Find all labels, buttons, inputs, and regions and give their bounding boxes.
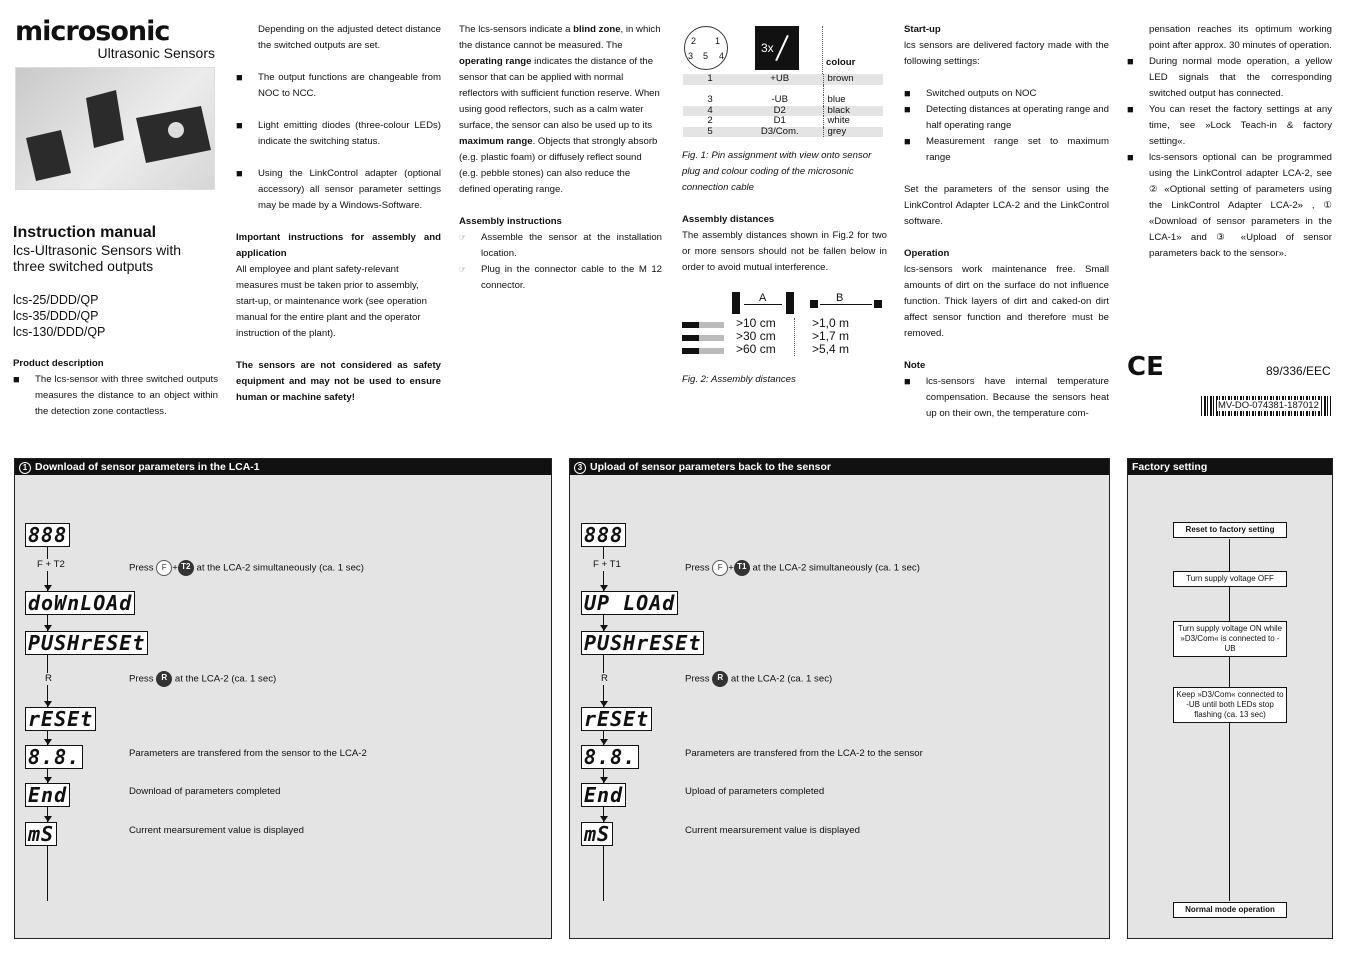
ce-mark-icon: CE xyxy=(1127,352,1164,382)
lcd-display: PUSHrESEt xyxy=(581,631,704,655)
f-key-icon: F xyxy=(156,560,172,576)
bullet-item: ■ lcs-sensors optional can be programmed using the LinkControl adapter LCA-2, see ② «Optional setting of parameters using the LinkControl Adapter LCA-2» , ① «Download of sensor parameters in the LCA-1» and ③ «Upload of sensor parameters back to the sensor». xyxy=(1127,150,1332,262)
dist-label-a: A xyxy=(759,292,767,304)
lcd-display: 8.8. xyxy=(581,745,639,769)
lcd-display: PUSHrESEt xyxy=(25,631,148,655)
barcode xyxy=(1201,396,1331,416)
directive: 89/336/EEC xyxy=(1266,364,1331,378)
lcd-display: End xyxy=(25,783,70,807)
bullet-square-icon: ■ xyxy=(904,136,911,148)
fig1-caption: Fig. 1: Pin assignment with view onto sensor plug and colour coding of the microsonic connection cable xyxy=(682,150,872,193)
lcd-display: mS xyxy=(581,822,613,846)
product-photo xyxy=(15,67,215,190)
factory-step: Turn supply voltage ON while »D3/Com« is connected to -UB xyxy=(1173,621,1287,657)
bullet-item: ■ During normal mode operation, a yellow LED signals that the corresponding switched output has connected. xyxy=(1127,54,1332,102)
lcd-display: 888 xyxy=(581,523,626,547)
upload-panel xyxy=(569,458,1110,939)
assembly-step: ☞ Plug in the connector cable to the M 12 connector. xyxy=(459,262,662,294)
panel-header: 1 Download of sensor parameters in the LCA-1 xyxy=(15,459,551,475)
key-combo-label: F + T1 xyxy=(593,559,621,570)
bullet-square-icon: ■ xyxy=(1127,56,1134,68)
sensor-icon xyxy=(682,322,724,328)
col2-intro: Depending on the adjusted detect distance the switched outputs are set. xyxy=(258,24,441,51)
r-label: R xyxy=(601,673,608,684)
step-complete: Upload of parameters completed xyxy=(685,786,825,797)
bullet-item: ■ Measurement range set to maximum range xyxy=(904,134,1109,166)
lcd-display: End xyxy=(581,783,626,807)
download-panel xyxy=(14,458,552,939)
table-row: 4 D2 black xyxy=(683,106,883,117)
step-press-r: Press R at the LCA-2 (ca. 1 sec) xyxy=(129,671,276,687)
lcd-display: doWnLOAd xyxy=(25,591,135,615)
pointing-hand-icon: ☞ xyxy=(459,265,467,274)
sensor-icon xyxy=(682,348,724,354)
lcd-display: mS xyxy=(25,822,57,846)
switch-symbol-icon: 3x xyxy=(755,26,799,70)
panel-header: 3 Upload of sensor parameters back to the sensor xyxy=(570,459,1109,475)
startup-intro: lcs sensors are delivered factory made with the following settings: xyxy=(904,40,1109,67)
sensor-photo-illustration xyxy=(16,68,216,191)
bullet-item: ■ The lcs-sensor with three switched outputs measures the distance to an object within the detection zone contactless. xyxy=(13,372,218,420)
step-current: Current mearsurement value is displayed xyxy=(129,825,304,836)
table-row: 2 D1 white xyxy=(707,115,850,126)
logo-subtitle: Ultrasonic Sensors xyxy=(97,45,215,61)
bullet-item: ■ The output functions are changeable from NOC to NCC. xyxy=(236,70,441,102)
logo-brand: microsonic xyxy=(15,16,170,47)
key-combo-label: F + T2 xyxy=(37,559,65,570)
bullet-square-icon: ■ xyxy=(904,376,911,388)
bullet-square-icon: ■ xyxy=(236,120,243,132)
factory-step: Turn supply voltage OFF xyxy=(1173,571,1287,587)
pin-table xyxy=(683,74,883,137)
step-press-r: Press R at the LCA-2 (ca. 1 sec) xyxy=(685,671,832,687)
fig2-diagram xyxy=(682,292,887,356)
bullet-square-icon: ■ xyxy=(236,72,243,84)
bullet-item: ■ Light emitting diodes (three-colour LEDs) indicate the switching status. xyxy=(236,118,441,150)
barcode-text: MV-DO-074381-187012 xyxy=(1218,400,1319,411)
pin-table-header: colour xyxy=(826,57,856,68)
assembly-distances xyxy=(682,212,887,292)
factory-step: Normal mode operation xyxy=(1173,902,1287,918)
column-2 xyxy=(236,22,441,422)
f-key-icon: F xyxy=(712,560,728,576)
distance-a: >60 cm xyxy=(736,342,776,356)
distance-b: >1,0 m xyxy=(812,316,850,330)
assembly-distances-heading: Assembly distances xyxy=(682,214,775,225)
note-heading: Note xyxy=(904,360,926,371)
safety-warning: The sensors are not considered as safety equipment and may not be used to ensure human or machine safety! xyxy=(236,360,441,403)
column-3 xyxy=(459,22,662,294)
step-press-keys: Press F + T2 at the LCA-2 simultaneously (ca. 1 sec) xyxy=(129,560,364,576)
assembly-distances-text: The assembly distances shown in Fig.2 for two or more sensors should not be fallen below in order to avoid mutual interference. xyxy=(682,230,887,273)
bullet-item: ■ You can reset the factory settings at any time, see »Lock Teach-in & factory setting«. xyxy=(1127,102,1332,150)
bullet-item: ■ lcs-sensors have internal temperature compensation. Because the sensors heat up on their own, the temperature com- xyxy=(904,374,1109,422)
r-label: R xyxy=(45,673,52,684)
t1-key-icon: T1 xyxy=(734,560,750,576)
bullet-item: ■ Using the LinkControl adapter (optional accessory) all sensor parameter settings may be made by a Windows-Software. xyxy=(236,166,441,214)
manual-subtitle-1: lcs-Ultrasonic Sensors with xyxy=(13,242,182,258)
table-row: 5 D3/Com. grey xyxy=(683,127,883,138)
bullet-item: ■ Switched outputs on NOC xyxy=(904,88,1037,100)
step-number-icon: 1 xyxy=(19,462,31,474)
operation-heading: Operation xyxy=(904,248,950,259)
step-transfer: Parameters are transfered from the LCA-2 to the sensor xyxy=(685,748,923,759)
step-number-icon: 3 xyxy=(574,462,586,474)
safety-text: All employee and plant safety-relevant measures must be taken prior to assembly, start-up, or maintenance work (see operation manual for the entire plant and the operator instruction of the plant). xyxy=(236,264,427,339)
lcd-display: rESEt xyxy=(25,707,96,731)
startup-heading: Start-up xyxy=(904,24,941,35)
lcd-display: 888 xyxy=(25,523,70,547)
model-item: lcs-35/DDD/QP xyxy=(13,309,99,323)
bullet-square-icon: ■ xyxy=(13,374,20,386)
lcd-display: 8.8. xyxy=(25,745,83,769)
distance-b: >5,4 m xyxy=(812,342,850,356)
r-key-icon: R xyxy=(156,671,172,687)
step-current: Current mearsurement value is displayed xyxy=(685,825,860,836)
distance-a: >30 cm xyxy=(736,329,776,343)
step-complete: Download of parameters completed xyxy=(129,786,281,797)
panel-header: Factory setting xyxy=(1128,459,1332,475)
startup-text: Set the parameters of the sensor using the LinkControl Adapter LCA-2 and the LinkControl software. xyxy=(904,184,1109,227)
lcd-display: rESEt xyxy=(581,707,652,731)
model-item: lcs-25/DDD/QP xyxy=(13,293,99,307)
distance-b: >1,7 m xyxy=(812,329,850,343)
lcd-display: UP LOAd xyxy=(581,591,678,615)
column-6: pensation reaches its optimum working point after approx. 30 minutes of operation. ■ During normal mode operation, a yellow LED signals that the corresponding switched output has connected. ■ You can reset the factory settings at any time, see »Lock Teach-in & factory setting«. ■ lcs-sensors optional can be programmed using the LinkControl adapter LCA-2, see ② «Optional setting of parameters using the LinkControl Adapter LCA-2» , ① «Download of sensor parameters in the LCA-1» and ③ «Upload of sensor parameters back to the sensor». xyxy=(1127,22,1332,278)
assembly-step: ☞ Assemble the sensor at the installation location. xyxy=(459,230,662,262)
bullet-item: ■ Detecting distances at operating range and half operating range xyxy=(904,102,1109,134)
table-row: 3 -UB blue xyxy=(707,94,846,105)
model-item: lcs-130/DDD/QP xyxy=(13,325,106,339)
factory-step: Keep »D3/Com« connected to -UB until both LEDs stop flashing (ca. 13 sec) xyxy=(1173,687,1287,723)
bullet-square-icon: ■ xyxy=(1127,104,1134,116)
step-press-keys: Press F + T1 at the LCA-2 simultaneously (ca. 1 sec) xyxy=(685,560,920,576)
safety-heading: Important instructions for assembly and application xyxy=(236,232,441,259)
product-description xyxy=(13,356,218,436)
connector-plug-icon: 2 1 3 5 4 xyxy=(684,26,728,70)
model-list xyxy=(13,292,105,340)
assembly-heading: Assembly instructions xyxy=(459,216,562,227)
column-5 xyxy=(904,22,1109,438)
bullet-square-icon: ■ xyxy=(1127,152,1134,164)
pointing-hand-icon: ☞ xyxy=(459,233,467,242)
product-description-heading: Product description xyxy=(13,358,104,369)
logo xyxy=(15,18,215,60)
manual-title-block xyxy=(13,224,218,274)
sensor-icon xyxy=(682,335,724,341)
manual-title: Instruction manual xyxy=(13,224,157,241)
step-transfer: Parameters are transfered from the sensor to the LCA-2 xyxy=(129,748,367,759)
dist-label-b: B xyxy=(836,292,844,304)
range-description: The lcs-sensors indicate a blind zone, in which the distance cannot be measured. The operating range indicates the distance of the sensor that can be applied with normal reflectors with sufficient function reserve. When using good reflectors, such as a calm water surface, the sensor can also be used up to its maximum range. Objects that strongly absorb (e.g. plastic foam) or diffusely reflect sound (e.g. pebble stones) can also reduce the defined operating range. xyxy=(459,24,661,195)
r-key-icon: R xyxy=(712,671,728,687)
factory-setting-panel xyxy=(1127,458,1333,939)
operation-text: lcs-sensors work maintenance free. Small amounts of dirt on the surface do not influence function. Thick layers of dirt and caked-on dirt affect sensor function and therefore must be removed. xyxy=(904,264,1109,339)
distance-a: >10 cm xyxy=(736,316,776,330)
bullet-square-icon: ■ xyxy=(904,88,911,100)
table-row: 1 +UB brown xyxy=(683,74,883,85)
manual-subtitle-2: three switched outputs xyxy=(13,258,154,274)
fig2-caption: Fig. 2: Assembly distances xyxy=(682,374,796,385)
t2-key-icon: T2 xyxy=(178,560,194,576)
bullet-square-icon: ■ xyxy=(236,168,243,180)
bullet-square-icon: ■ xyxy=(904,104,911,116)
factory-step: Reset to factory setting xyxy=(1173,522,1287,538)
